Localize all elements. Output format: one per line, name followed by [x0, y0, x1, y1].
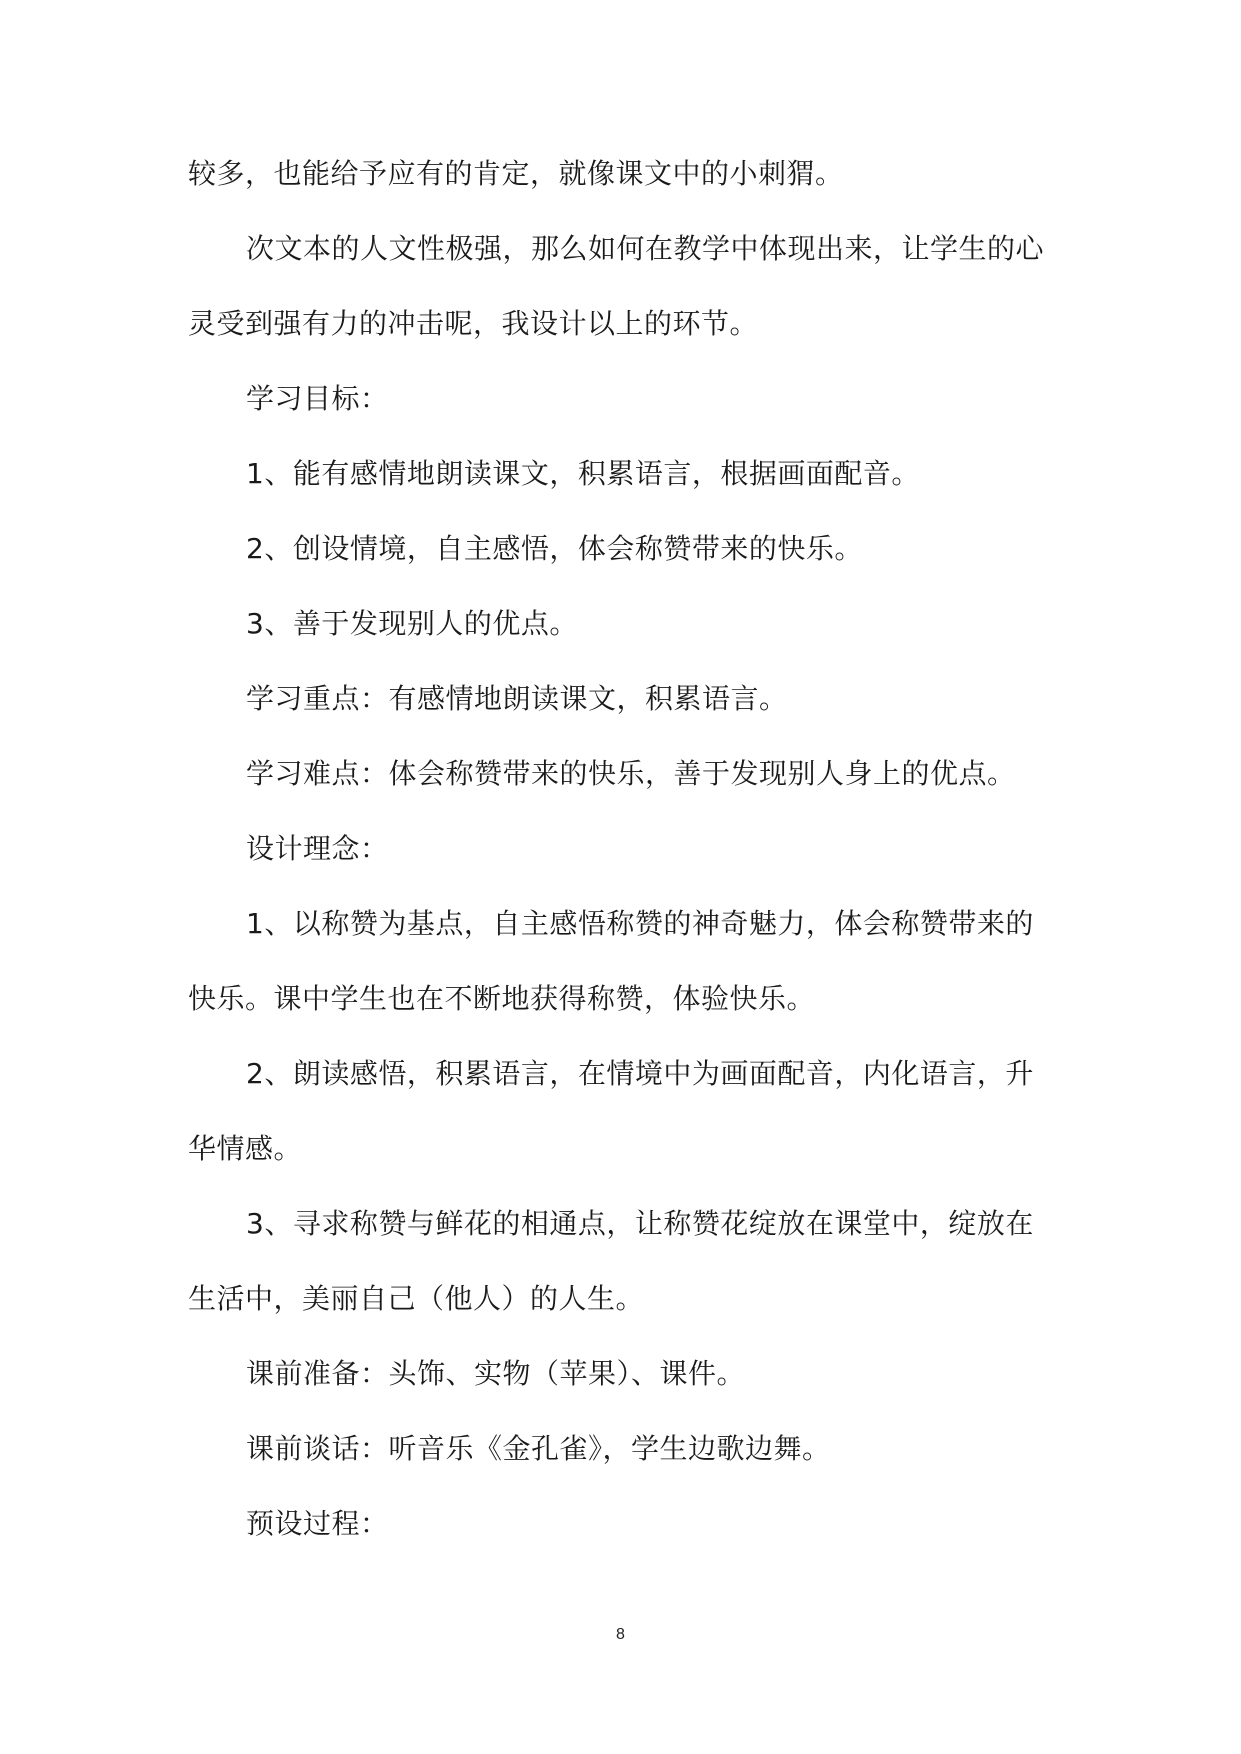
text-line: 灵受到强有力的冲击呢，我设计以上的环节。 [188, 307, 759, 340]
section-heading: 设计理念： [246, 832, 389, 865]
text-line: 华情感。 [188, 1132, 303, 1165]
text-line: 快乐。课中学生也在不断地获得称赞，体验快乐。 [188, 982, 816, 1015]
list-item: 3、善于发现别人的优点。 [246, 607, 578, 640]
section-heading: 学习目标： [246, 382, 389, 415]
text-line: 课前准备：头饰、实物（苹果）、课件。 [246, 1357, 746, 1390]
page-number: 8 [616, 1626, 625, 1643]
text-line: 学习重点：有感情地朗读课文，积累语言。 [246, 682, 788, 715]
text-line: 较多，也能给予应有的肯定，就像课文中的小刺猬。 [188, 157, 844, 190]
list-item: 3、寻求称赞与鲜花的相通点，让称赞花绽放在课堂中，绽放在 [246, 1207, 1034, 1240]
section-heading: 预设过程： [246, 1507, 389, 1540]
list-item: 2、创设情境，自主感悟，体会称赞带来的快乐。 [246, 532, 863, 565]
text-line: 课前谈话：听音乐《金孔雀》，学生边歌边舞。 [246, 1432, 831, 1465]
body-text [188, 136, 1054, 1561]
list-item: 1、能有感情地朗读课文，积累语言，根据画面配音。 [246, 457, 920, 490]
text-line: 次文本的人文性极强，那么如何在教学中体现出来，让学生的心 [246, 232, 1045, 265]
text-line: 学习难点：体会称赞带来的快乐，善于发现别人身上的优点。 [246, 757, 1016, 790]
text-line: 生活中，美丽自己（他人）的人生。 [188, 1282, 645, 1315]
list-item: 1、以称赞为基点，自主感悟称赞的神奇魅力，体会称赞带来的 [246, 907, 1034, 940]
list-item: 2、朗读感悟，积累语言，在情境中为画面配音，内化语言，升 [246, 1057, 1034, 1090]
